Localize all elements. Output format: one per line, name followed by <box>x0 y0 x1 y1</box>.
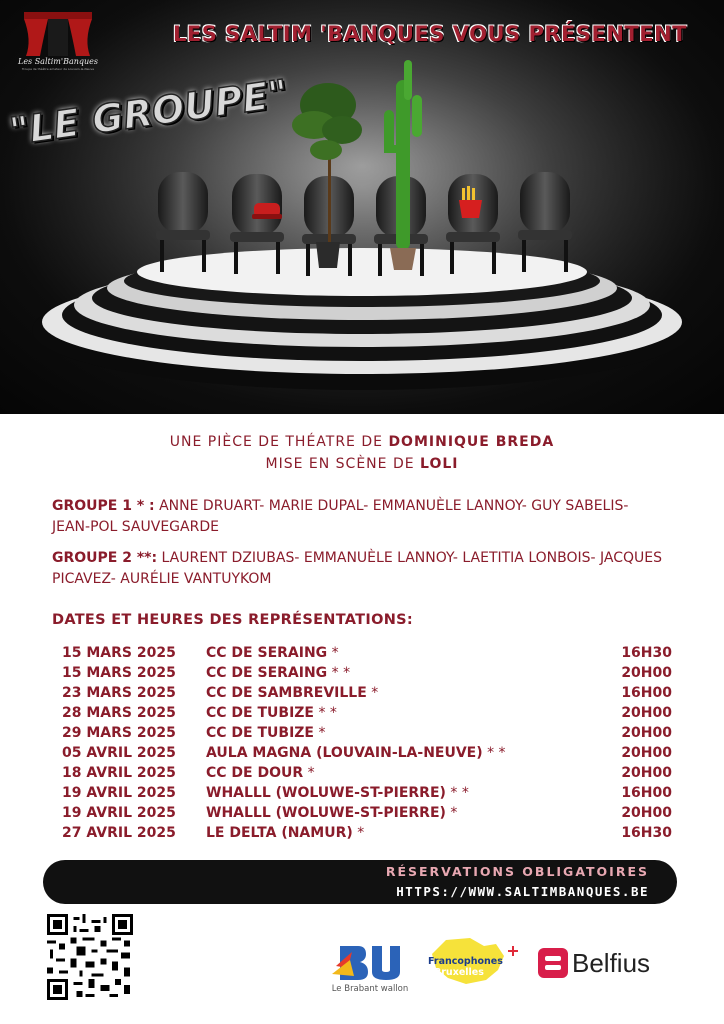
cast-group-1 <box>52 496 662 538</box>
stapler <box>252 203 282 219</box>
brabant-wallon-logo <box>330 938 410 998</box>
group-mark: * <box>314 725 326 741</box>
performance-date: 18 AVRIL 2025 <box>62 765 176 781</box>
performance-time: 16H00 <box>621 685 672 701</box>
troupe-logo <box>18 10 98 72</box>
performance-time: 20H00 <box>621 705 672 721</box>
logo-text: Les Saltim'Banques <box>18 57 98 66</box>
group-label: GROUPE 1 * : <box>52 498 155 514</box>
performance-time: 16H30 <box>621 645 672 661</box>
group-mark: * <box>327 645 339 661</box>
performance-venue <box>206 805 457 821</box>
author-line <box>0 434 724 450</box>
venue-name: CC DE TUBIZE <box>206 725 314 741</box>
performance-date: 29 MARS 2025 <box>62 725 176 741</box>
director-line <box>0 456 724 472</box>
performance-venue <box>206 725 325 741</box>
performance-date: 05 AVRIL 2025 <box>62 745 176 761</box>
director-prefix: MISE EN SCÈNE DE <box>265 456 421 472</box>
performance-time: 20H00 <box>621 745 672 761</box>
performance-row <box>62 825 672 845</box>
group-label: GROUPE 2 **: <box>52 550 158 566</box>
performance-venue <box>206 665 350 681</box>
performance-time: 16H00 <box>621 785 672 801</box>
reservation-title: RÉSERVATIONS OBLIGATOIRES <box>385 864 649 879</box>
performance-venue <box>206 645 339 661</box>
performance-date: 19 AVRIL 2025 <box>62 785 176 801</box>
belfius-wordmark: Belfius <box>572 948 651 978</box>
performance-row <box>62 765 672 785</box>
author-prefix: UNE PIÈCE DE THÉATRE DE <box>169 434 389 450</box>
presents-heading: LES SALTIM 'BANQUES VOUS PRÉSENTENT <box>173 22 687 46</box>
performance-date: 27 AVRIL 2025 <box>62 825 176 841</box>
brabant-wallon-label: Le Brabant wallon <box>331 984 409 994</box>
group-mark: * * <box>482 745 506 761</box>
performance-date: 19 AVRIL 2025 <box>62 805 176 821</box>
performance-row <box>62 745 672 765</box>
venue-name: AULA MAGNA (LOUVAIN-LA-NEUVE) <box>206 745 483 761</box>
performance-date: 28 MARS 2025 <box>62 705 176 721</box>
group-mark: * * <box>314 705 337 721</box>
qr-code[interactable] <box>47 914 133 1000</box>
performance-venue <box>206 825 364 841</box>
group-mark: * * <box>327 665 351 681</box>
venue-name: CC DE TUBIZE <box>206 705 314 721</box>
venue-name: WHALLL (WOLUWE-ST-PIERRE) <box>206 805 446 821</box>
performance-venue <box>206 765 315 781</box>
venue-name: CC DE SAMBREVILLE <box>206 685 367 701</box>
bruxelles-label: Bruxelles <box>434 967 484 978</box>
venue-name: LE DELTA (NAMUR) <box>206 825 353 841</box>
performance-row <box>62 705 672 725</box>
venue-name: CC DE DOUR <box>206 765 304 781</box>
group-members: ANNE DRUART- MARIE DUPAL- EMMANUÈLE LANNOY- GUY SABELIS- JEAN-POL SAUVEGARDE <box>52 498 629 535</box>
group-mark: * * <box>445 785 469 801</box>
performance-row <box>62 805 672 825</box>
performance-time: 20H00 <box>621 725 672 741</box>
brabant-wallon-icon <box>330 938 410 982</box>
performance-row <box>62 785 672 805</box>
performance-row <box>62 725 672 745</box>
performance-row <box>62 645 672 665</box>
group-mark: * <box>352 825 365 841</box>
performance-venue <box>206 745 506 761</box>
group-mark: * <box>366 685 379 701</box>
group-members: LAURENT DZIUBAS- EMMANUÈLE LANNOY- LAETITIA LONBOIS- JACQUES PICAVEZ- AURÉLIE VANTUYKOM <box>52 550 663 587</box>
group-mark: * <box>445 805 458 821</box>
performance-time: 20H00 <box>621 665 672 681</box>
belfius-logo <box>538 946 672 984</box>
performance-venue <box>206 705 337 721</box>
francophones-label: Francophones <box>428 956 503 967</box>
venue-name: CC DE SERAING <box>206 665 328 681</box>
logo-subtext: Troupe de théâtre amateur de Louvain-la-Neuve <box>21 67 95 71</box>
performance-row <box>62 685 672 705</box>
performance-time: 20H00 <box>621 765 672 781</box>
performance-time: 20H00 <box>621 805 672 821</box>
reservation-banner <box>43 860 677 904</box>
reservation-url-link[interactable]: HTTPS://WWW.SALTIMBANQUES.BE <box>396 884 649 899</box>
author-name: DOMINIQUE BREDA <box>388 434 555 450</box>
stage-illustration <box>0 0 724 414</box>
performance-date: 23 MARS 2025 <box>62 685 176 701</box>
performance-date: 15 MARS 2025 <box>62 665 176 681</box>
performance-venue <box>206 685 378 701</box>
venue-name: CC DE SERAING <box>206 645 328 661</box>
francophones-bruxelles-logo <box>426 936 518 986</box>
performance-row <box>62 665 672 685</box>
curtain-icon <box>18 10 98 58</box>
performance-date: 15 MARS 2025 <box>62 645 176 661</box>
director-name: LOLI <box>420 456 459 472</box>
group-mark: * <box>303 765 315 781</box>
play-title: "LE GROUPE" <box>6 71 291 154</box>
dates-heading: DATES ET HEURES DES REPRÉSENTATIONS: <box>52 612 413 628</box>
performance-venue <box>206 785 469 801</box>
performance-time: 16H30 <box>621 825 672 841</box>
hero-image <box>0 0 724 414</box>
belfius-icon <box>538 948 568 980</box>
venue-name: WHALLL (WOLUWE-ST-PIERRE) <box>206 785 446 801</box>
cast-group-2 <box>52 548 662 590</box>
